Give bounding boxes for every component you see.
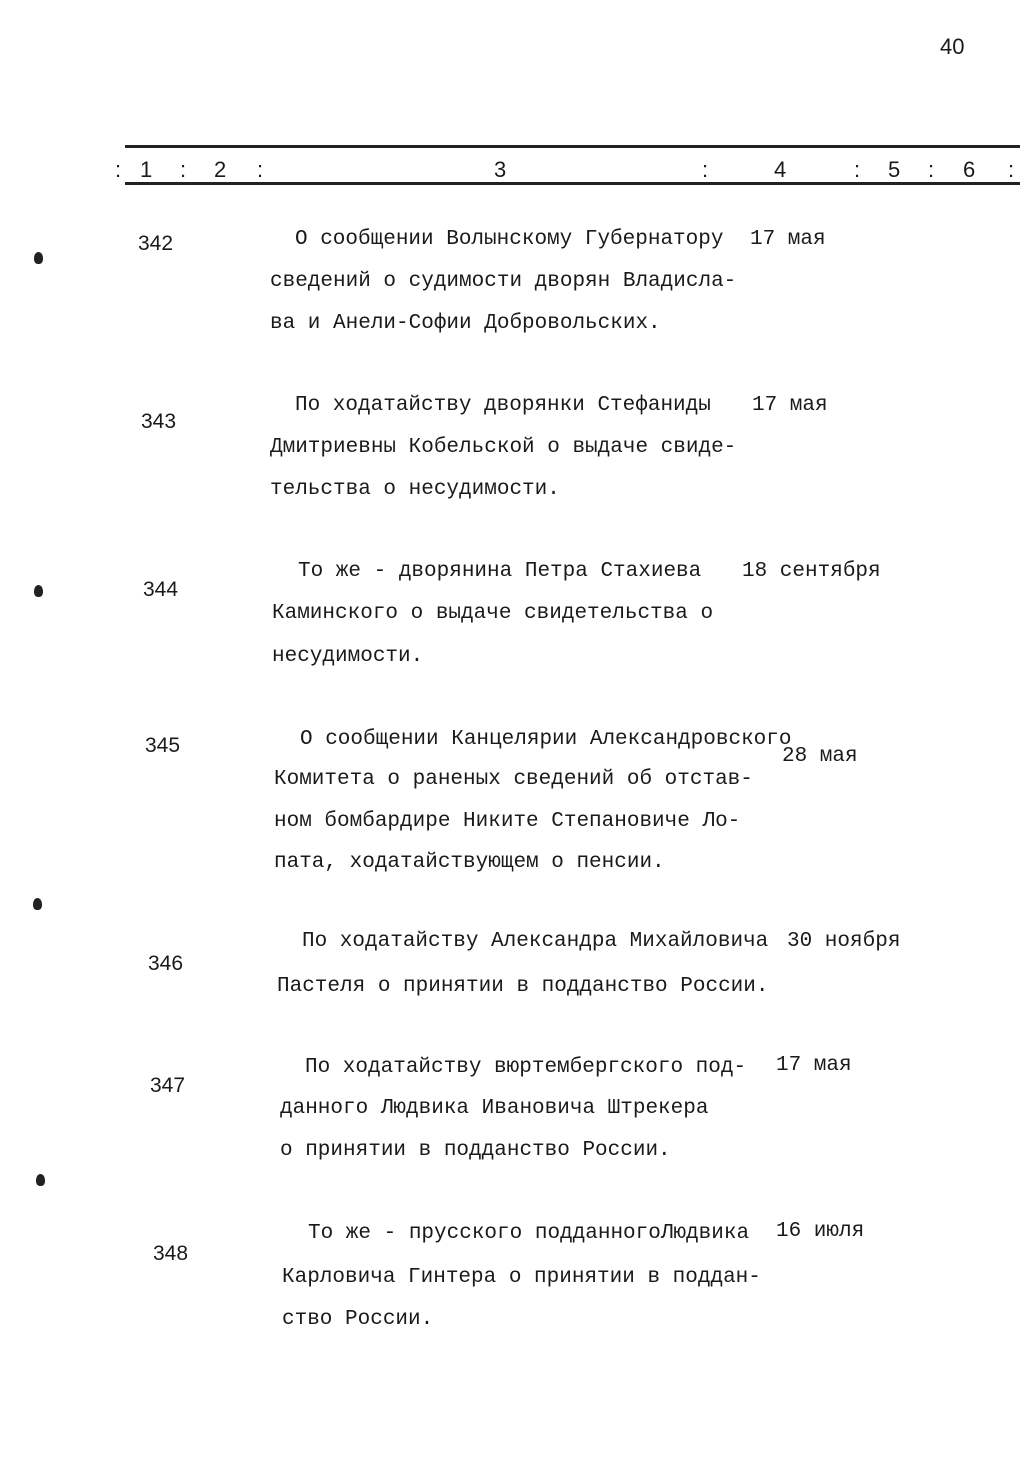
entry-date: 30 ноября <box>787 930 901 953</box>
entry-line: По ходатайству дворянки Стефаниды <box>295 394 711 417</box>
entry-number: 344 <box>143 578 179 601</box>
entry-line: По ходатайству вюртембергского под- <box>305 1056 747 1079</box>
entry-line: ва и Анели-Софии Добровольских. <box>270 312 661 335</box>
entry-line: О сообщении Волынскому Губернатору <box>295 228 724 251</box>
entry-line: данного Людвика Ивановича Штрекера <box>280 1097 709 1120</box>
entry-date: 17 мая <box>776 1054 852 1077</box>
entry-line: сведений о судимости дворян Владисла- <box>270 270 737 293</box>
column-header: 1 <box>140 157 153 182</box>
entry-line: Каминского о выдаче свидетельства о <box>272 602 714 625</box>
hole-mark-icon <box>34 252 43 264</box>
entry-number: 347 <box>150 1074 186 1097</box>
entry-number: 345 <box>145 734 181 757</box>
entry-line: Комитета о раненых сведений об отстав- <box>274 768 753 791</box>
header-top-rule <box>125 145 1020 148</box>
hole-mark-icon <box>36 1174 45 1186</box>
entry-date: 18 сентября <box>742 560 881 583</box>
column-header: 5 <box>888 157 901 182</box>
hole-mark-icon <box>33 898 42 910</box>
page-number: 40 <box>940 34 965 59</box>
entry-line: несудимости. <box>272 645 424 668</box>
entry-number: 346 <box>148 952 184 975</box>
column-header: 4 <box>774 157 787 182</box>
entry-date: 16 июля <box>776 1220 865 1243</box>
entry-line: То же - дворянина Петра Стахиева <box>298 560 702 583</box>
entry-date: 17 мая <box>752 394 828 417</box>
entry-line: То же - прусского подданногоЛюдвика <box>308 1222 750 1245</box>
entry-line: Пастеля о принятии в подданство России. <box>277 975 769 998</box>
entry-line: пата, ходатайствующем о пенсии. <box>274 851 665 874</box>
entry-line: о принятии в подданство России. <box>280 1139 671 1162</box>
entry-number: 342 <box>138 232 174 255</box>
entry-line: тельства о несудимости. <box>270 478 560 501</box>
entry-line: По ходатайству Александра Михайловича <box>302 930 769 953</box>
entry-line: Карловича Гинтера о принятии в поддан- <box>282 1266 761 1289</box>
column-header: 2 <box>214 157 227 182</box>
hole-mark-icon <box>34 585 43 597</box>
entry-date: 28 мая <box>782 745 858 768</box>
entry-line: Дмитриевны Кобельской о выдаче свиде- <box>270 436 737 459</box>
column-header: 6 <box>963 157 976 182</box>
column-header: 3 <box>494 157 507 182</box>
entry-number: 343 <box>141 410 177 433</box>
entry-line: ство России. <box>282 1308 434 1331</box>
entry-number: 348 <box>153 1242 189 1265</box>
entry-line: О сообщении Канцелярии Александровского <box>300 728 792 751</box>
entry-date: 17 мая <box>750 228 826 251</box>
entry-line: ном бомбардире Никите Степановиче Ло- <box>274 810 741 833</box>
